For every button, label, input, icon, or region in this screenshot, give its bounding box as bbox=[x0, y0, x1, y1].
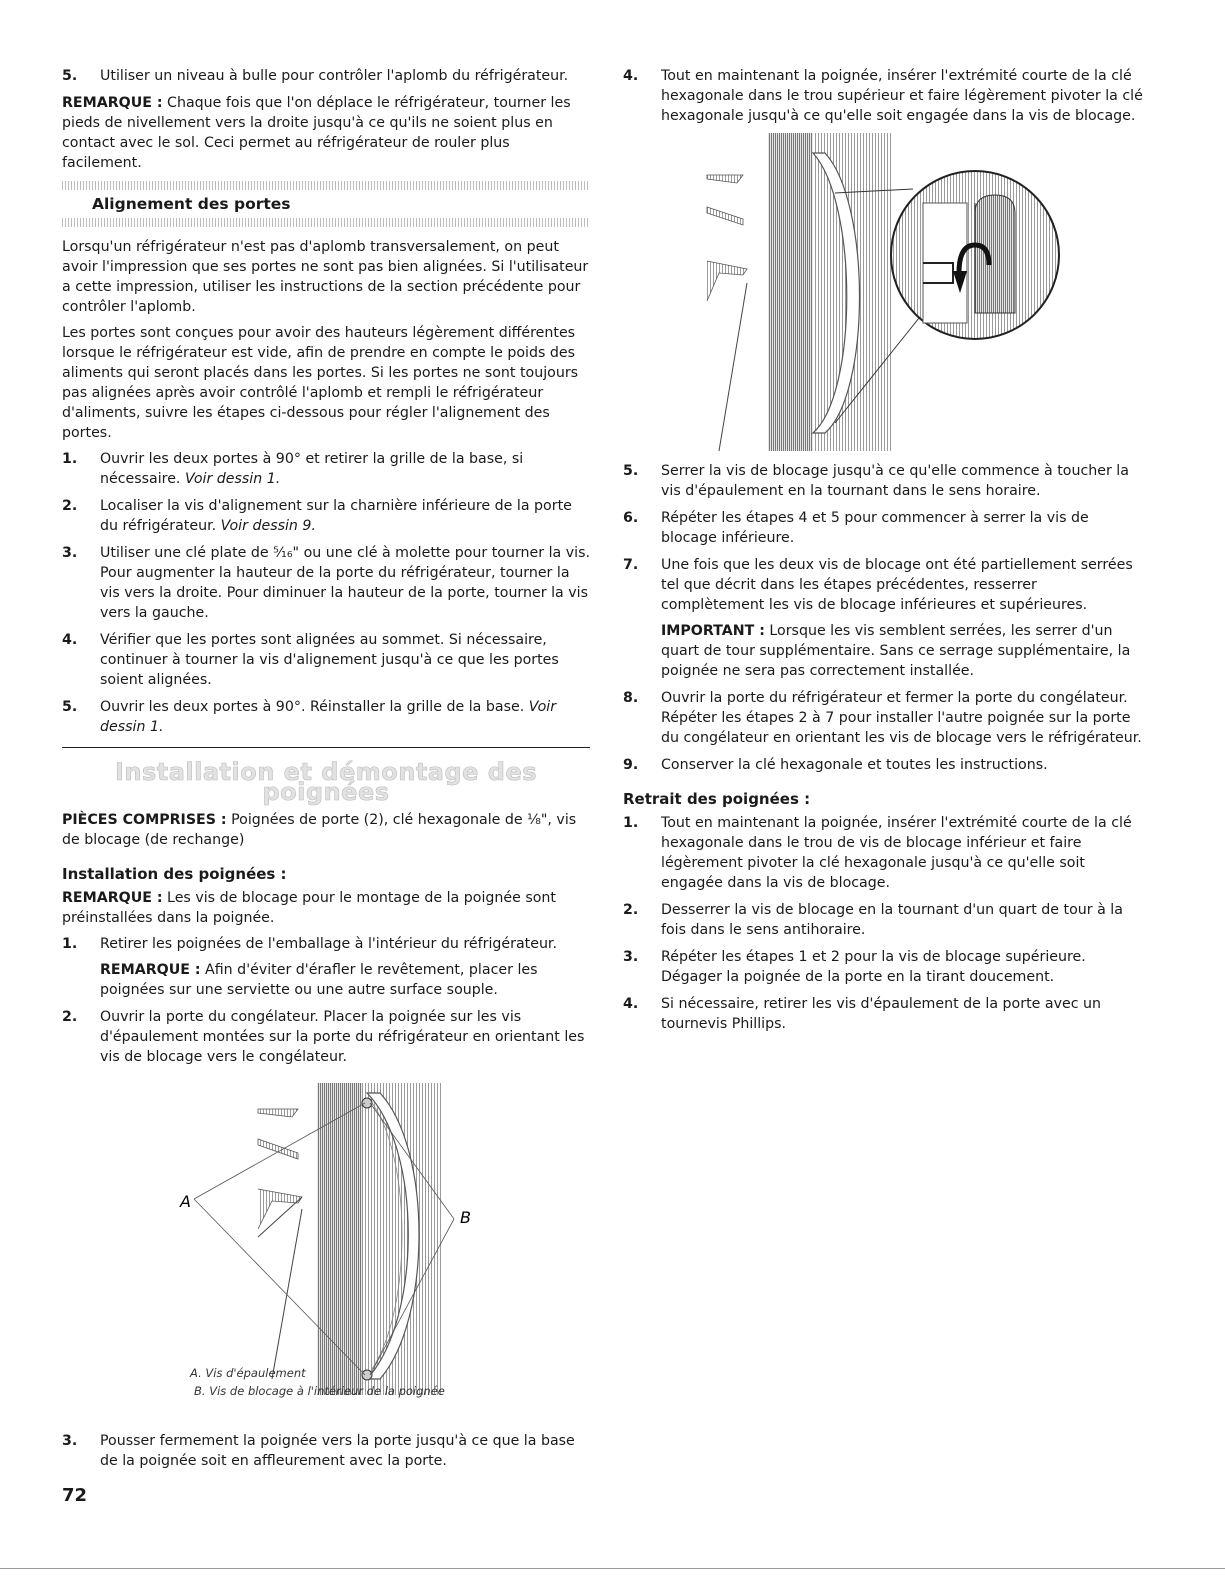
install-step-3 bbox=[62, 1431, 590, 1471]
alignment-steps bbox=[62, 449, 590, 737]
step-number: 5. bbox=[62, 699, 78, 715]
parts-label: PIÈCES COMPRISES : bbox=[62, 812, 227, 828]
step-item bbox=[623, 947, 1143, 987]
step-number: 4. bbox=[623, 68, 639, 84]
step-number: 3. bbox=[62, 1433, 78, 1449]
install-step-1 bbox=[62, 934, 590, 1000]
step-number: 7. bbox=[623, 557, 639, 573]
step-number: 8. bbox=[623, 690, 639, 706]
step-body: Répéter les étapes 1 et 2 pour la vis de blocage supérieure. Dégager la poignée de la porte en la tirant doucement. bbox=[661, 949, 1086, 985]
step-text bbox=[661, 947, 1143, 987]
page-bottom-rule bbox=[0, 1568, 1225, 1569]
step-text: Utiliser un niveau à bulle pour contrôler l'aplomb du réfrigérateur. bbox=[100, 68, 569, 84]
step-number: 5. bbox=[62, 68, 78, 84]
step-text bbox=[661, 994, 1143, 1034]
install-note bbox=[62, 888, 590, 928]
note-label: REMARQUE : bbox=[62, 890, 163, 906]
step-item bbox=[623, 813, 1143, 893]
step-body: Ouvrir les deux portes à 90° et retirer la grille de la base, si nécessaire. bbox=[100, 451, 524, 487]
step-body: Desserrer la vis de blocage en la tournant d'un quart de tour à la fois dans le sens antihoraire. bbox=[661, 902, 1123, 938]
install-steps-continued bbox=[623, 461, 1143, 775]
step-item bbox=[62, 630, 590, 690]
figure-reference: Voir dessin 1. bbox=[100, 699, 557, 735]
section-divider-bottom bbox=[62, 218, 590, 227]
handle-figure bbox=[62, 1079, 590, 1397]
note-text: Afin d'éviter d'érafler le revêtement, placer les poignées sur une serviette ou une autre surface souple. bbox=[100, 962, 538, 998]
step-item bbox=[62, 543, 590, 623]
step-body: Ouvrir la porte du réfrigérateur et fermer la porte du congélateur. Répéter les étapes 2 à 7 pour installer l'autre poignée sur la porte du congélateur en orientant les vis de blocage vers le réfrigérateur. bbox=[661, 690, 1142, 746]
right-column bbox=[623, 66, 1143, 1041]
step-number: 2. bbox=[623, 902, 639, 918]
step-text bbox=[661, 461, 1143, 501]
step-note bbox=[661, 621, 1143, 681]
caption-a: A. Vis d'épaulement bbox=[190, 1366, 306, 1380]
step-body: Serrer la vis de blocage jusqu'à ce qu'elle commence à toucher la vis d'épaulement en la tournant dans le sens horaire. bbox=[661, 463, 1129, 499]
note-text: Lorsque les vis semblent serrées, les serrer d'un quart de tour supplémentaire. Sans ce serrage supplémentaire, la poignée ne sera pas correctement installée. bbox=[661, 623, 1131, 679]
note-text: Chaque fois que l'on déplace le réfrigérateur, tourner les pieds de nivellement vers la droite jusqu'à ce qu'ils ne soient plus en contact avec le sol. Ceci permet au réfrigérateur de rouler plus facilement. bbox=[62, 95, 571, 171]
step-text bbox=[661, 813, 1143, 893]
figure-reference: Voir dessin 1. bbox=[184, 471, 281, 487]
step-body: Vérifier que les portes sont alignées au sommet. Si nécessaire, continuer à tourner la vis d'alignement jusqu'à ce que les portes soient alignées. bbox=[100, 632, 559, 688]
note-label: REMARQUE : bbox=[62, 95, 163, 111]
label-b: B bbox=[460, 1208, 471, 1227]
step-text bbox=[100, 496, 590, 536]
step-number: 3. bbox=[623, 949, 639, 965]
step-body: Ouvrir les deux portes à 90°. Réinstaller la grille de la base. bbox=[100, 699, 529, 715]
step-body: Tout en maintenant la poignée, insérer l'extrémité courte de la clé hexagonale dans le trou de vis de blocage inférieur et faire légèrement pivoter la clé hexagonale jusqu'à ce qu'elle soit engagée dans la vis de blocage. bbox=[661, 815, 1132, 891]
step-item bbox=[62, 697, 590, 737]
remove-steps bbox=[623, 813, 1143, 1034]
step-number: 2. bbox=[62, 1009, 78, 1025]
left-column bbox=[62, 66, 590, 1478]
step-number: 2. bbox=[62, 498, 78, 514]
step-text bbox=[100, 543, 590, 623]
step-text bbox=[661, 755, 1143, 775]
section-divider-top bbox=[62, 181, 590, 190]
step-item bbox=[623, 688, 1143, 748]
step-body: Une fois que les deux vis de blocage ont été partiellement serrées tel que décrit dans les étapes précédentes, resserrer complètement les vis de blocage inférieures et supérieures. bbox=[661, 557, 1133, 613]
step-body: Utiliser une clé plate de ⁵⁄₁₆" ou une clé à molette pour tourner la vis. Pour augmenter la hauteur de la porte du réfrigérateur, tourner la vis vers la droite. Pour diminuer la hauteur de la porte, tourner la vis vers la gauche. bbox=[100, 545, 591, 621]
step-text: Pousser fermement la poignée vers la porte jusqu'à ce que la base de la poignée soit en affleurement avec la porte. bbox=[100, 1433, 575, 1469]
level-step bbox=[62, 66, 590, 86]
step-text bbox=[661, 555, 1143, 615]
included-parts bbox=[62, 810, 590, 850]
step-text bbox=[661, 900, 1143, 940]
step-item bbox=[623, 994, 1143, 1034]
caption-b: B. Vis de blocage à l'intérieur de la poignée bbox=[194, 1384, 445, 1398]
step-item bbox=[623, 755, 1143, 775]
handle-illustration bbox=[62, 1079, 590, 1397]
step-text: Retirer les poignées de l'emballage à l'intérieur du réfrigérateur. bbox=[100, 936, 557, 952]
step-text bbox=[100, 449, 590, 489]
step-text bbox=[100, 697, 590, 737]
step-number: 4. bbox=[62, 632, 78, 648]
wrench-illustration bbox=[623, 133, 1143, 453]
step-item bbox=[62, 496, 590, 536]
step-item bbox=[623, 900, 1143, 940]
section-title: Alignement des portes bbox=[92, 195, 291, 213]
step-number: 9. bbox=[623, 757, 639, 773]
install-step-4 bbox=[623, 66, 1143, 126]
note-text: Les vis de blocage pour le montage de la poignée sont préinstallées dans la poignée. bbox=[62, 890, 556, 926]
step-text: Ouvrir la porte du congélateur. Placer la poignée sur les vis d'épaulement montées sur la porte du réfrigérateur en orientant les vis de blocage vers le congélateur. bbox=[100, 1009, 585, 1065]
step-body: Répéter les étapes 4 et 5 pour commencer à serrer la vis de blocage inférieure. bbox=[661, 510, 1089, 546]
note-label: REMARQUE : bbox=[100, 962, 201, 978]
label-a: A bbox=[180, 1192, 191, 1211]
step-number: 3. bbox=[62, 545, 78, 561]
step-item bbox=[623, 508, 1143, 548]
step-body: Si nécessaire, retirer les vis d'épaulement de la porte avec un tournevis Phillips. bbox=[661, 996, 1101, 1032]
step-number: 6. bbox=[623, 510, 639, 526]
remove-heading: Retrait des poignées : bbox=[623, 790, 811, 808]
step-text bbox=[661, 688, 1143, 748]
step-text bbox=[100, 630, 590, 690]
step-item bbox=[623, 461, 1143, 501]
step-item bbox=[623, 555, 1143, 681]
step-number: 1. bbox=[623, 815, 639, 831]
step-body: Localiser la vis d'alignement sur la charnière inférieure de la porte du réfrigérateur. bbox=[100, 498, 572, 534]
step-body: Conserver la clé hexagonale et toutes les instructions. bbox=[661, 757, 1048, 773]
step-text: Tout en maintenant la poignée, insérer l'extrémité courte de la clé hexagonale dans le trou supérieur et faire légèrement pivoter la clé hexagonale jusqu'à ce qu'elle soit engagée dans la vis de blocage. bbox=[661, 68, 1143, 124]
step-note bbox=[100, 960, 590, 1000]
section-rule bbox=[62, 747, 590, 748]
page-number: 72 bbox=[62, 1485, 88, 1506]
step-number: 5. bbox=[623, 463, 639, 479]
handles-title: Installation et démontage des poignées bbox=[114, 758, 538, 806]
paragraph-1: Lorsqu'un réfrigérateur n'est pas d'aplomb transversalement, on peut avoir l'impression que ses portes ne sont pas bien alignées. Si l'utilisateur a cette impression, utiliser les instructions de la section précédente pour contrôler l'aplomb. bbox=[62, 239, 589, 315]
parts-text: Poignées de porte (2), clé hexagonale de ⅛", vis de blocage (de rechange) bbox=[62, 812, 577, 848]
step-number: 1. bbox=[62, 451, 78, 467]
figure-reference: Voir dessin 9. bbox=[220, 518, 316, 534]
note-leveling bbox=[62, 93, 590, 173]
step-item bbox=[62, 449, 590, 489]
step-number: 4. bbox=[623, 996, 639, 1012]
wrench-figure bbox=[623, 133, 1143, 453]
install-heading: Installation des poignées : bbox=[62, 865, 287, 883]
install-step-2 bbox=[62, 1007, 590, 1067]
paragraph-2: Les portes sont conçues pour avoir des hauteurs légèrement différentes lorsque le réfrigérateur est vide, afin de prendre en compte le poids des aliments qui seront placés dans les portes. Si les portes ne sont toujours pas alignées après avoir contrôlé l'aplomb et rempli le réfrigérateur d'aliments, suivre les étapes ci-dessous pour régler l'alignement des portes. bbox=[62, 325, 579, 441]
step-number: 1. bbox=[62, 936, 78, 952]
step-text bbox=[661, 508, 1143, 548]
note-label: IMPORTANT : bbox=[661, 623, 765, 639]
